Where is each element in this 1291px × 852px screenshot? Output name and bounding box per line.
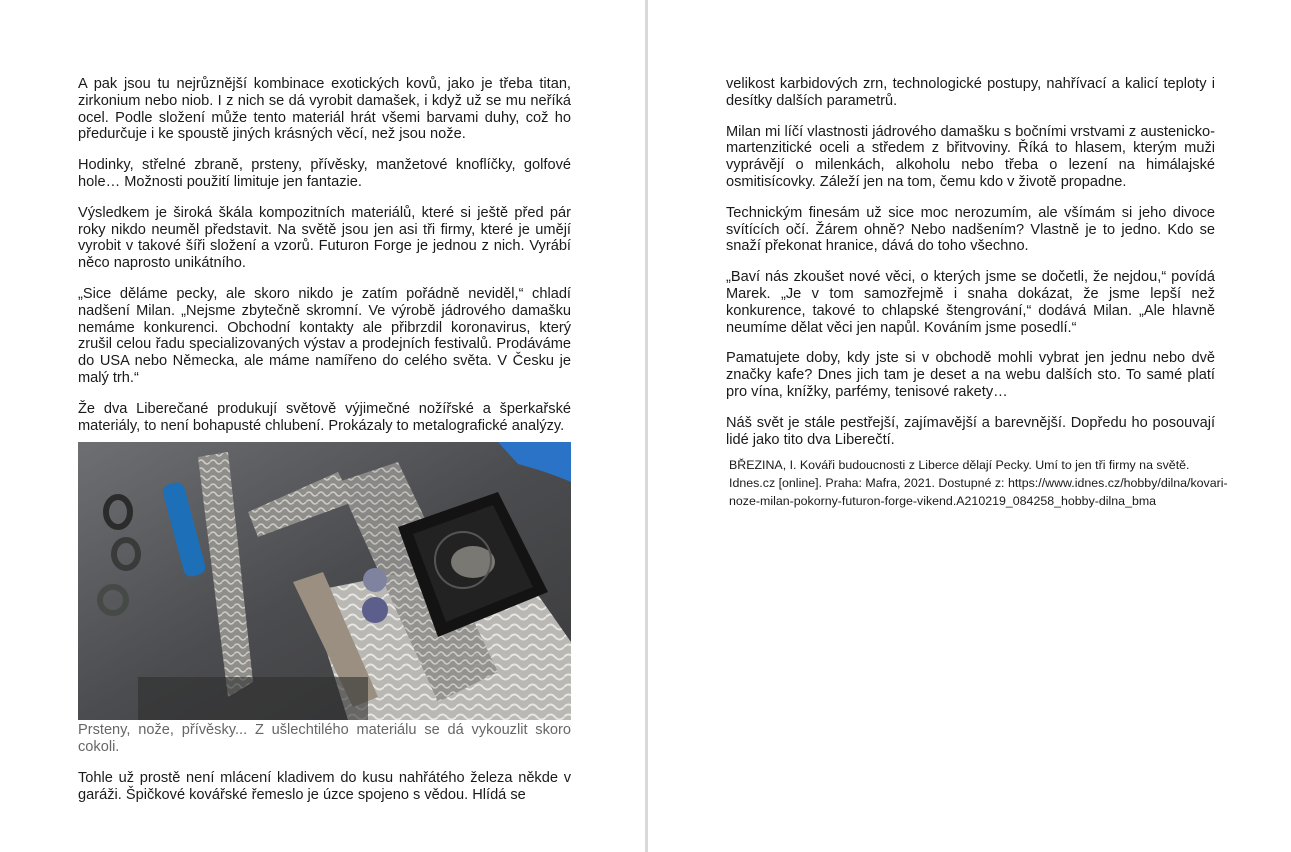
left-page [0,0,645,852]
paragraph: A pak jsou tu nejrůznější kombinace exotických kovů, jako je třeba titan, zirkonium nebo niob. I z nich se dá vyrobit damašek, i když už se mu neříká ocel. Podle složení může tento materiál hrát všemi barvami duhy, což ho předurčuje i ke spoustě jiných krásných věcí, než jsou nože. [78,76,571,143]
paragraph: Hodinky, střelné zbraně, prsteny, přívěsky, manžetové knoflíčky, golfové hole… Možnosti použití limituje jen fantazie. [78,157,571,190]
paragraph: „Sice děláme pecky, ale skoro nikdo je zatím pořádně neviděl,“ chladí nadšení Milan. „Nejsme zbytečně skromní. Ve výrobě jádrového damašku nemáme konkurenci. Obchodní kontakty ale přibrzdil koronavirus, který zrušil celou řadu specializovaných výstav a prodejních festivalů. Prodáváme do USA nebo Německa, ale máme namířeno do celého světa. V Česku je malý trh.“ [78,285,571,386]
knives-and-jewelry-photo [78,442,571,720]
paragraph: Pamatujete doby, kdy jste si v obchodě mohli vybrat jen jednu nebo dvě značky kafe? Dnes jich tam je deset a na webu dalších sto. To samé platí pro vína, knížky, parfémy, tenisové rakety… [726,350,1215,400]
paragraph: velikost karbidových zrn, technologické postupy, nahřívací a kalicí teploty i desítky dalších parametrů. [726,76,1215,109]
paragraph: Tohle už prostě není mlácení kladivem do kusu nahřátého železa někde v garáži. Špičkové kovářské řemeslo je úzce spojeno s vědou. Hlídá se [78,769,571,803]
paragraph: Technickým finesám už sice moc nerozumím, ale všímám si jeho divoce svítících očí. Žárem ohně? Nebo nadšením? Vlastně je to jedno. Kdo se snaží překonat hranice, dává do toho všechno. [726,204,1215,255]
paragraph: Milan mi líčí vlastnosti jádrového damašku s bočními vrstvami z austenicko-martenzitické oceli a středem z břitvoviny. Říká to hlasem, kterým muži vyprávějí o milenkách, alkoholu nebo třeba o lezení na himálajské osmitisícovky. Záleží jen na tom, čemu kdo v životě propadne. [726,123,1215,190]
paragraph: Náš svět je stále pestřejší, zajímavější a barevnější. Dopředu ho posouvají lidé jako tito dva Liberečtí. [726,414,1215,448]
right-page [648,0,1291,852]
left-text-column [78,76,571,818]
paragraph: Že dva Liberečané produkují světově výjimečné nožířské a šperkařské materiály, to není bohapusté chlubení. Prokázaly to metalografické analýzy. [78,400,571,434]
source-citation: BŘEZINA, I. Kováři budoucnosti z Liberce dělají Pecky. Umí to jen tři firmy na světě. Idnes.cz [online]. Praha: Mafra, 2021. Dostupné z: https://www.idnes.cz/hobby/dilna/kovari-noze-milan-pokorny-futuron-forge-vikend.A210219_084258_hobby-dilna_bma [729,458,1228,509]
photo-caption: Prsteny, nože, přívěsky... Z ušlechtilého materiálu se dá vykouzlit skoro cokoli. [78,722,571,756]
right-text-column [726,76,1228,510]
paragraph: Výsledkem je široká škála kompozitních materiálů, které si ještě před pár roky nikdo neuměl představit. Na světě jsou jen asi tři firmy, které je umějí vyrobit v takové šíři složení a vzorů. Futuron Forge je jednou z nich. Vyrábí něco naprosto unikátního. [78,204,571,272]
paragraph: „Baví nás zkoušet nové věci, o kterých jsme se dočetli, že nejdou,“ povídá Marek. „Je v tom samozřejmě i snaha dokázat, že jsme lepší než konkurence, takové to chlapské štengrování,“ dodává Milan. „Ale hlavně neumíme dělat věci jen napůl. Kováním jsme posedlí.“ [726,269,1215,336]
